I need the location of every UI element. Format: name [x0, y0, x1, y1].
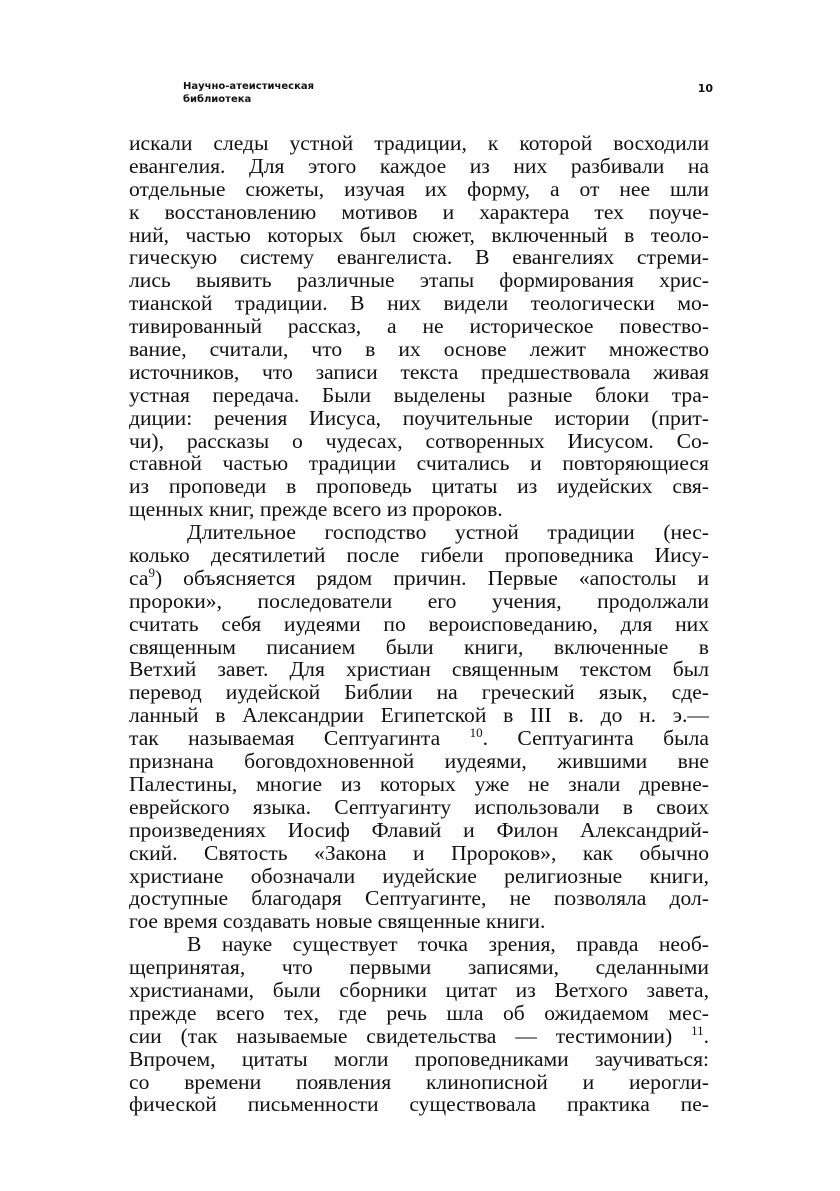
- text-line: христианами, были сборники цитат из Ветхого завета,: [129, 977, 709, 1002]
- text-line: искали следы устной традиции, к которой восходили: [129, 131, 709, 155]
- text-line: Впрочем, цитаты могли проповедниками заучиваться:: [129, 1046, 709, 1071]
- text-line: из проповеди в проповедь цитаты из иудейских свя-: [129, 474, 709, 499]
- text-line: пророки», последователи его учения, продолжали: [129, 588, 709, 613]
- text-line: прежде всего тех, где речь шла об ожидаемом мес-: [129, 1000, 709, 1025]
- paragraph-3: [129, 933, 709, 1116]
- body-text: [129, 132, 709, 1116]
- text-line: еврейского языка. Септуагинту использовали в своих: [129, 794, 709, 819]
- text-line: Ветхий завет. Для христиан священным текстом был: [129, 657, 709, 682]
- text-line: источников, что записи текста предшествовала живая: [129, 359, 709, 384]
- running-header: [183, 80, 713, 106]
- text-line: щепринятая, что первыми записями, сделанными: [129, 955, 709, 980]
- text-line: щенных книг, прежде всего из пророков.: [129, 497, 503, 522]
- text-line: считать себя иудеями по вероисповеданию, для них: [129, 611, 709, 636]
- text-line: Палестины, многие из которых уже не знали древне-: [129, 771, 709, 796]
- text-line: [129, 724, 710, 751]
- text-line: вание, считали, что в их основе лежит множество: [129, 337, 709, 362]
- footnote-ref: 9: [148, 564, 155, 580]
- text-line: фической письменности существовала практика пе-: [129, 1092, 709, 1117]
- text-fragment: .: [703, 1023, 709, 1048]
- page-number: 10: [697, 82, 713, 95]
- paragraph-1: [129, 132, 709, 521]
- text-line: признана боговдохновенной иудеями, жившими вне: [129, 749, 709, 774]
- text-line: тивированный рассказ, а не историческое повество-: [129, 314, 709, 339]
- text-fragment: ) объясняется рядом причин. Первые «апостолы и: [154, 565, 709, 590]
- series-title-line-1: Научно-атеистическая: [183, 81, 315, 92]
- text-line: со времени появления клинописной и иерогли-: [129, 1069, 709, 1094]
- footnote-ref: 10: [469, 724, 483, 740]
- text-line: гое время создавать новые священные книги.: [129, 909, 546, 934]
- text-line: [129, 1022, 709, 1048]
- text-line: гическую систему евангелиста. В евангелиях стреми-: [129, 245, 709, 270]
- text-line: диции: речения Иисуса, поучительные истории (прит-: [129, 405, 709, 430]
- text-line: Длительное господство устной традиции (нес-: [187, 520, 709, 545]
- text-line: устная передача. Были выделены разные блоки тра-: [129, 382, 709, 407]
- text-line: колько десятилетий после гибели проповедника Иису-: [129, 543, 709, 568]
- text-line: чи), рассказы о чудесах, сотворенных Иисусом. Со-: [129, 428, 709, 453]
- text-line: ланный в Александрии Египетской в III в. до н. э.—: [129, 703, 709, 728]
- text-line: священным писанием были книги, включенные в: [129, 634, 709, 659]
- text-line: евангелия. Для этого каждое из них разбивали на: [129, 153, 709, 178]
- paragraph-2: [129, 521, 709, 933]
- text-fragment: сии (так называемые свидетельства — тестимонии): [129, 1023, 673, 1048]
- text-line: доступные благодаря Септуагинте, не позволяла дол-: [129, 886, 709, 911]
- text-line: лись выявить различные этапы формирования хрис-: [129, 268, 709, 293]
- footnote-ref: 11: [691, 1022, 704, 1038]
- text-line: произведениях Иосиф Флавий и Филон Александрий-: [129, 817, 709, 842]
- text-fragment: так называемая Септуагинта: [129, 726, 441, 751]
- text-line: перевод иудейской Библии на греческий язык, сде-: [129, 680, 709, 705]
- text-fragment: са: [129, 565, 149, 590]
- text-line: [129, 564, 709, 590]
- text-line: ний, частью которых был сюжет, включенный в теоло-: [129, 222, 709, 247]
- text-line: В науке существует точка зрения, правда необ-: [187, 932, 709, 957]
- text-fragment: . Септуагинта была: [482, 726, 710, 751]
- series-title: [183, 80, 353, 106]
- series-title-line-2: библиотека: [183, 94, 252, 105]
- text-line: христиане обозначали иудейские религиозные книги,: [129, 863, 709, 888]
- text-line: ставной частью традиции считались и повторяющиеся: [129, 451, 709, 476]
- text-line: тианской традиции. В них видели теологически мо-: [129, 291, 709, 316]
- text-line: к восстановлению мотивов и характера тех поуче-: [129, 199, 709, 224]
- text-line: ский. Святость «Закона и Пророков», как обычно: [129, 840, 709, 865]
- text-line: отдельные сюжеты, изучая их форму, а от нее шли: [129, 176, 709, 201]
